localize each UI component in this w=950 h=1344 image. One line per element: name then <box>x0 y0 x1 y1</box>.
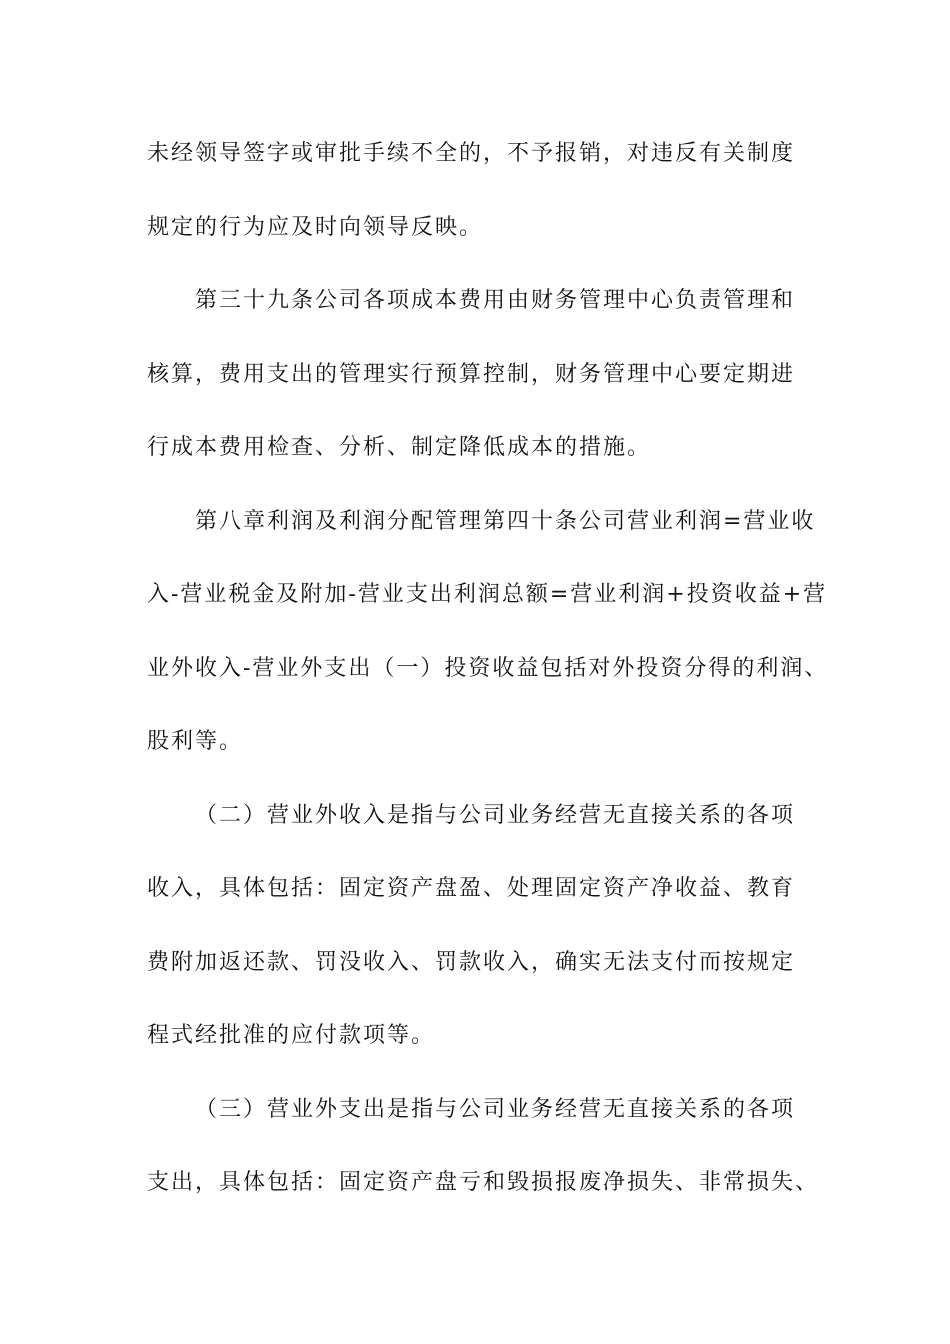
text-line: 未经领导签字或审批手续不全的，不予报销，对违反有关制度 <box>147 141 796 166</box>
text-line: 股利等。 <box>147 729 244 754</box>
text-line: 入-营业税金及附加-营业支出利润总额=营业利润+投资收益+营 <box>147 582 828 607</box>
document-body <box>147 130 827 1233</box>
text-line: 程式经批准的应付款项等。 <box>147 1023 436 1048</box>
text-line: 费附加返还款、罚没收入、罚款收入，确实无法支付而按规定 <box>147 949 796 975</box>
paragraph-non-operating-income <box>147 792 827 1061</box>
text-line: 规定的行为应及时向领导反映。 <box>147 214 484 240</box>
text-line: 第三十九条公司各项成本费用由财务管理中心负责管理和 <box>195 288 796 313</box>
paragraph-article-39 <box>147 277 827 472</box>
paragraph-non-operating-expense <box>147 1086 827 1208</box>
text-line: 行成本费用检查、分析、制定降低成本的措施。 <box>147 435 652 460</box>
text-line: 核算，费用支出的管理实行预算控制，财务管理中心要定期进 <box>147 361 796 387</box>
text-line: 收入，具体包括：固定资产盘盈、处理固定资产净收益、教育 <box>147 876 796 901</box>
paragraph-chapter-8 <box>147 498 827 767</box>
text-line: （二）营业外收入是指与公司业务经营无直接关系的各项 <box>195 802 796 828</box>
text-line: 业外收入-营业外支出（一）投资收益包括对外投资分得的利润、 <box>147 655 829 681</box>
text-line: 第八章利润及利润分配管理第四十条公司营业利润=营业收 <box>195 508 816 534</box>
paragraph-reimbursement <box>147 130 827 252</box>
text-line: （三）营业外支出是指与公司业务经营无直接关系的各项 <box>195 1096 796 1122</box>
text-line: 支出，具体包括：固定资产盘亏和毁损报废净损失、非常损失、 <box>147 1170 820 1195</box>
